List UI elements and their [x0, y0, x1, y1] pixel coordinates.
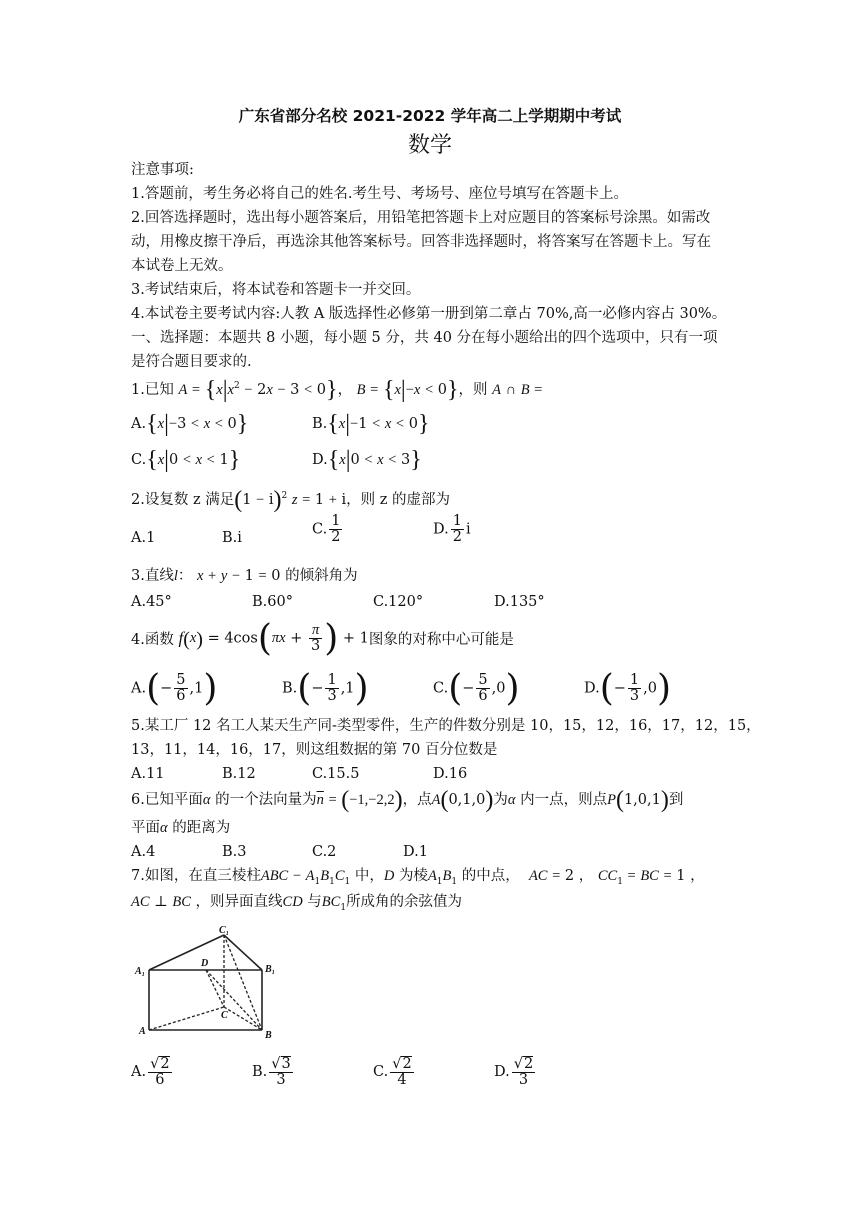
edge-a1c1 [149, 935, 224, 970]
label-a: A [139, 1026, 146, 1037]
q3-option-a: A.45° [131, 594, 172, 610]
segment-db [206, 970, 262, 1030]
notice-heading: 注意事项: [131, 162, 194, 178]
notice-2: 2.回答选择题时，选出每小题答案后，用铅笔把答题卡上对应题目的答案标号涂黑。如需改 [131, 210, 711, 226]
q1-option-a: A.{x|−3 < x < 0} [131, 411, 249, 437]
q6-option-a: A.4 [131, 844, 156, 860]
q3-option-b: B.60° [252, 594, 293, 610]
q1-option-b: B.{x|−1 < x < 0} [312, 411, 430, 437]
q4-option-a: A.(− $\frac{5}{6}$ ,1) [131, 668, 218, 709]
q2-option-d: D. $\frac{1}{2}$ i [433, 513, 471, 546]
q4-option-b: B.(− $\frac{1}{3}$ ,1) [282, 668, 369, 709]
question-1: 1.已知 $A = \{x|x^2 - 2x - 3 < 0\}$， B = {x|−x < 0}，则 A ∩ B = [131, 376, 543, 403]
section-heading: 一、选择题：本题共 8 小题，每小题 5 分，共 40 分在每小题给出的四个选项中，只有一项 [131, 330, 718, 346]
notice-2-cont2: 本试卷上无效。 [131, 258, 233, 274]
question-7-cont: AC ⊥ BC ，则异面直线CD 与$BC_1$所成角的余弦值为 [131, 894, 463, 913]
label-c1: C₁ [219, 925, 230, 936]
q1-option-c: C.{x|0 < x < 1} [131, 447, 241, 473]
q6-option-c: C.2 [312, 844, 337, 860]
section-heading-cont: 是符合题目要求的. [131, 354, 252, 370]
q4-option-c: C.(− $\frac{5}{6}$ ,0) [433, 668, 520, 709]
q2-option-b: B.i [222, 530, 242, 546]
label-d: D [201, 958, 209, 969]
q2-option-c: C. $\frac{1}{2}$ [312, 513, 341, 546]
question-2: 2.设复数 z 满足$(1 - i)^2$ z = 1 + i，则 z 的虚部为 [131, 486, 451, 513]
q6-option-b: B.3 [222, 844, 247, 860]
q7-option-c: C. $\frac{√2}{4}$ [373, 1056, 412, 1089]
q3-option-d: D.135° [494, 594, 545, 610]
q6-option-d: D.1 [403, 844, 428, 860]
segment-bc1 [224, 935, 262, 1030]
question-6: 6.已知平面α 的一个法向量为$\overline{n} = (-1,-2,2)$，点A(0,1,0)为α 内一点，则点P(1,0,1)到 [131, 787, 684, 813]
segment-cd [206, 970, 224, 1007]
q5-option-a: A.11 [131, 766, 165, 782]
label-b1: B₁ [265, 964, 276, 975]
q5-option-c: C.15.5 [312, 766, 360, 782]
q7-option-b: B. $\frac{√3}{3}$ [252, 1056, 291, 1089]
q7-option-a: A. $\frac{√2}{6}$ [131, 1056, 170, 1089]
q4-option-d: D.(− $\frac{1}{3}$ ,0) [584, 668, 672, 709]
q5-option-b: B.12 [222, 766, 256, 782]
question-5-cont: 13，11，14，16，17，则这组数据的第 70 百分位数是 [131, 742, 498, 758]
label-c: C [221, 1010, 228, 1021]
question-6-cont: 平面α 的距离为 [131, 820, 231, 836]
question-7: 7.如图，在直三棱柱ABC − $A_1B_1C_1$ 中，D 为棱$A_1B_1$ 的中点， AC = 2 ， $CC_1$ = BC = 1 ， [131, 868, 705, 887]
label-a1: A₁ [135, 966, 146, 977]
notice-4: 4.本试卷主要考试内容:人教 A 版选择性必修第一册到第二章占 70%,高一必修内容占 30%。 [131, 306, 727, 322]
exam-title: 广东省部分名校 2021-2022 学年高二上学期期中考试 [238, 107, 622, 125]
question-3: 3.直线l： x + y − 1 = 0 的倾斜角为 [131, 568, 358, 584]
label-b: B [265, 1030, 272, 1041]
q2-option-a: A.1 [131, 530, 156, 546]
edge-ac [149, 1007, 224, 1030]
prism-figure [131, 922, 291, 1050]
notice-2-cont: 动，用橡皮擦干净后，再选涂其他答案标号。回答非选择题时，将答案写在答题卡上。写在 [131, 234, 711, 250]
question-4: 4.函数 f(x) = 4cos(πx + $\frac{\pi}{3}$ ) + 1图象的对称中心可能是 [131, 618, 514, 659]
q7-option-d: D. $\frac{√2}{3}$ [494, 1056, 534, 1089]
q3-option-c: C.120° [373, 594, 424, 610]
question-5: 5.某工厂 12 名工人某天生产同-类型零件，生产的件数分别是 10，15，12，16，17，12，15， [131, 718, 761, 734]
notice-1: 1.答题前，考生务必将自己的姓名.考生号、考场号、座位号填写在答题卡上。 [131, 186, 628, 202]
q5-option-d: D.16 [433, 766, 468, 782]
edge-cb [224, 1007, 262, 1030]
notice-3: 3.考试结束后，将本试卷和答题卡一并交回。 [131, 282, 421, 298]
subject-title: 数学 [407, 133, 452, 158]
edge-c1b1 [224, 935, 262, 970]
q1-option-d: D.{x|0 < x < 3} [312, 447, 422, 473]
